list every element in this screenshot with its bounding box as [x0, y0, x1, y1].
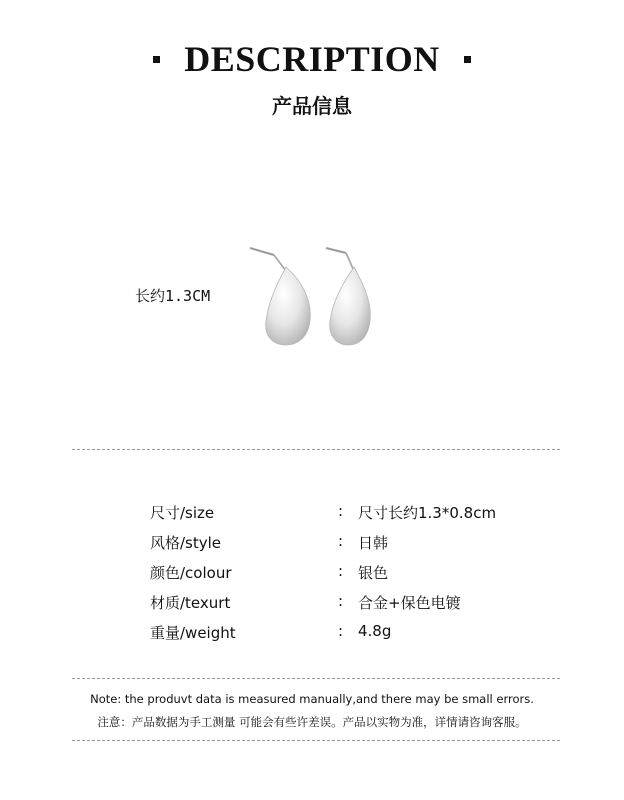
spec-value: 尺寸长约1.3*0.8cm [358, 504, 497, 522]
spec-row-weight [150, 622, 550, 646]
note-chinese: 注意：产品数据为手工测量 可能会有些许差误。产品以实物为准，详情请咨询客服。 [97, 715, 527, 729]
bullet-left-icon [153, 56, 160, 63]
size-label: 长约1.3CM [135, 287, 211, 305]
note-english: Note: the produvt data is measured manually,and there may be small errors. [90, 692, 534, 706]
spec-value: 4.8g [358, 622, 392, 640]
page-title: DESCRIPTION [184, 39, 440, 79]
spec-colon: : [338, 562, 344, 580]
spec-name: 风格/style [150, 534, 222, 552]
spec-name: 尺寸/size [150, 504, 215, 522]
spec-value: 银色 [358, 564, 389, 582]
divider-top [72, 449, 560, 450]
product-image [240, 245, 390, 355]
teardrop-earrings-icon [240, 245, 390, 355]
spec-row-size [150, 502, 550, 526]
divider-middle [72, 678, 560, 679]
page-title-row [129, 38, 495, 80]
header [0, 38, 624, 119]
spec-row-colour [150, 562, 550, 586]
spec-value: 合金+保色电镀 [358, 594, 461, 612]
spec-colon: : [338, 622, 344, 640]
bullet-right-icon [464, 56, 471, 63]
spec-row-texture [150, 592, 550, 616]
page-subtitle: 产品信息 [272, 94, 352, 118]
spec-colon: : [338, 592, 344, 610]
spec-colon: : [338, 532, 344, 550]
spec-name: 重量/weight [150, 624, 236, 642]
spec-value: 日韩 [358, 534, 389, 552]
spec-name: 颜色/colour [150, 564, 232, 582]
spec-colon: : [338, 502, 344, 520]
divider-bottom [72, 740, 560, 741]
spec-row-style [150, 532, 550, 556]
spec-name: 材质/texurt [150, 594, 231, 612]
